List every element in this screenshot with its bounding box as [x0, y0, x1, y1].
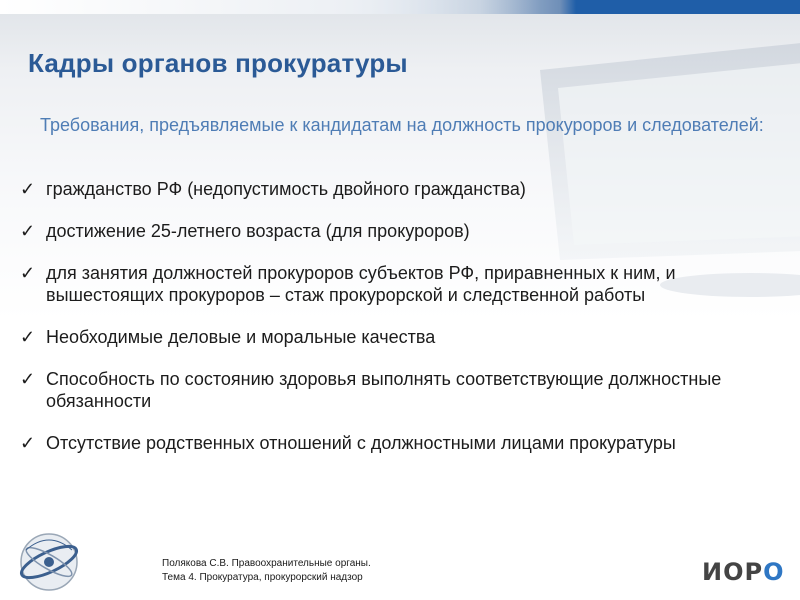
list-item — [20, 326, 780, 348]
list-item — [20, 262, 780, 306]
top-accent-bar — [0, 0, 800, 14]
list-item-text: гражданство РФ (недопустимость двойного гражданства) — [46, 179, 526, 199]
footer-citation — [162, 557, 371, 585]
list-item — [20, 368, 780, 412]
logo-letter-accent: О — [763, 558, 785, 586]
logo-letters: ИОР — [702, 558, 764, 586]
requirements-list — [20, 178, 780, 454]
list-item — [20, 220, 780, 242]
footer-line-author: Полякова С.В. Правоохранительные органы. — [162, 558, 371, 569]
checkmark-icon: ✓ — [20, 369, 36, 389]
checkmark-icon: ✓ — [20, 221, 36, 241]
list-item — [20, 432, 780, 454]
checkmark-icon: ✓ — [20, 263, 36, 283]
checkmark-icon: ✓ — [20, 179, 36, 199]
list-item-text: достижение 25-летнего возраста (для прокуроров) — [46, 221, 470, 241]
list-item-text: для занятия должностей прокуроров субъектов РФ, приравненных к ним, и вышестоящих прокуроров – стаж прокурорской и следственной работы — [46, 263, 676, 305]
list-item-text: Способность по состоянию здоровья выполнять соответствующие должностные обязанности — [46, 369, 722, 411]
intro-text: Требования, предъявляемые к кандидатам на должность прокуроров и следователей: — [40, 115, 764, 135]
checkmark-icon: ✓ — [20, 327, 36, 347]
slide-title: Кадры органов прокуратуры — [28, 48, 408, 78]
footer-line-topic: Тема 4. Прокуратура, прокурорский надзор — [162, 572, 363, 583]
checkmark-icon: ✓ — [20, 433, 36, 453]
iopo-logo — [702, 558, 784, 586]
list-item-text: Необходимые деловые и моральные качества — [46, 327, 436, 347]
list-item — [20, 178, 780, 200]
internet-university-logo — [8, 522, 90, 596]
list-item-text: Отсутствие родственных отношений с должностными лицами прокуратуры — [46, 433, 676, 453]
